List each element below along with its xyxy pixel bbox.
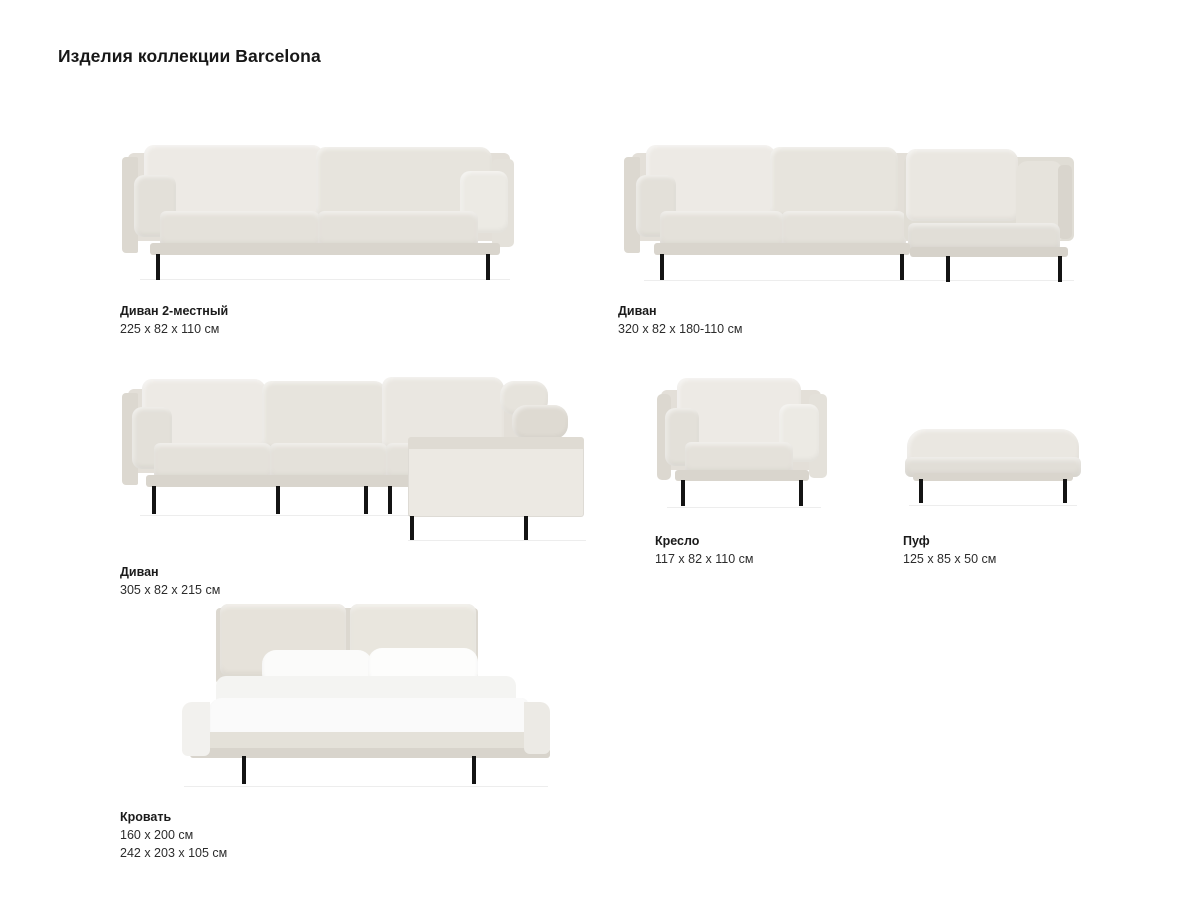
product-name: Диван xyxy=(618,304,657,318)
armchair-illustration xyxy=(655,368,835,508)
sofa-corner-caption xyxy=(120,563,590,599)
product-dims: 160 x 200 см xyxy=(120,828,194,843)
armchair-caption xyxy=(655,532,835,568)
product-name: Кровать xyxy=(120,810,172,824)
product-dims: 117 x 82 x 110 см xyxy=(655,552,754,567)
product-name: Диван 2-местный xyxy=(120,304,229,318)
product-bed xyxy=(120,598,520,862)
product-dims: 320 x 82 x 180-110 см xyxy=(618,322,743,337)
product-dims: 305 x 82 x 215 см xyxy=(120,583,221,598)
sofa-2seat-illustration xyxy=(120,135,520,280)
bed-illustration xyxy=(120,598,520,790)
product-sofa-chaise xyxy=(618,135,1088,338)
sofa-chaise-caption xyxy=(618,302,1088,338)
product-armchair xyxy=(655,368,835,568)
product-name: Пуф xyxy=(903,534,930,548)
sofa-corner-illustration xyxy=(120,365,590,515)
product-sofa-2seat xyxy=(120,135,520,338)
product-dims-secondary: 242 x 203 x 105 см xyxy=(120,846,228,861)
bed-caption xyxy=(120,808,520,862)
sofa-2seat-caption xyxy=(120,302,520,338)
product-sofa-corner xyxy=(120,365,590,599)
pouf-illustration xyxy=(903,415,1083,508)
product-dims: 125 x 85 x 50 см xyxy=(903,552,997,567)
pouf-caption xyxy=(903,532,1083,568)
product-dims: 225 x 82 x 110 см xyxy=(120,322,220,337)
product-name: Диван xyxy=(120,565,159,579)
sofa-chaise-illustration xyxy=(618,135,1088,280)
product-pouf xyxy=(903,415,1083,568)
page-title: Изделия коллекции Barcelona xyxy=(58,46,321,66)
product-name: Кресло xyxy=(655,534,700,548)
